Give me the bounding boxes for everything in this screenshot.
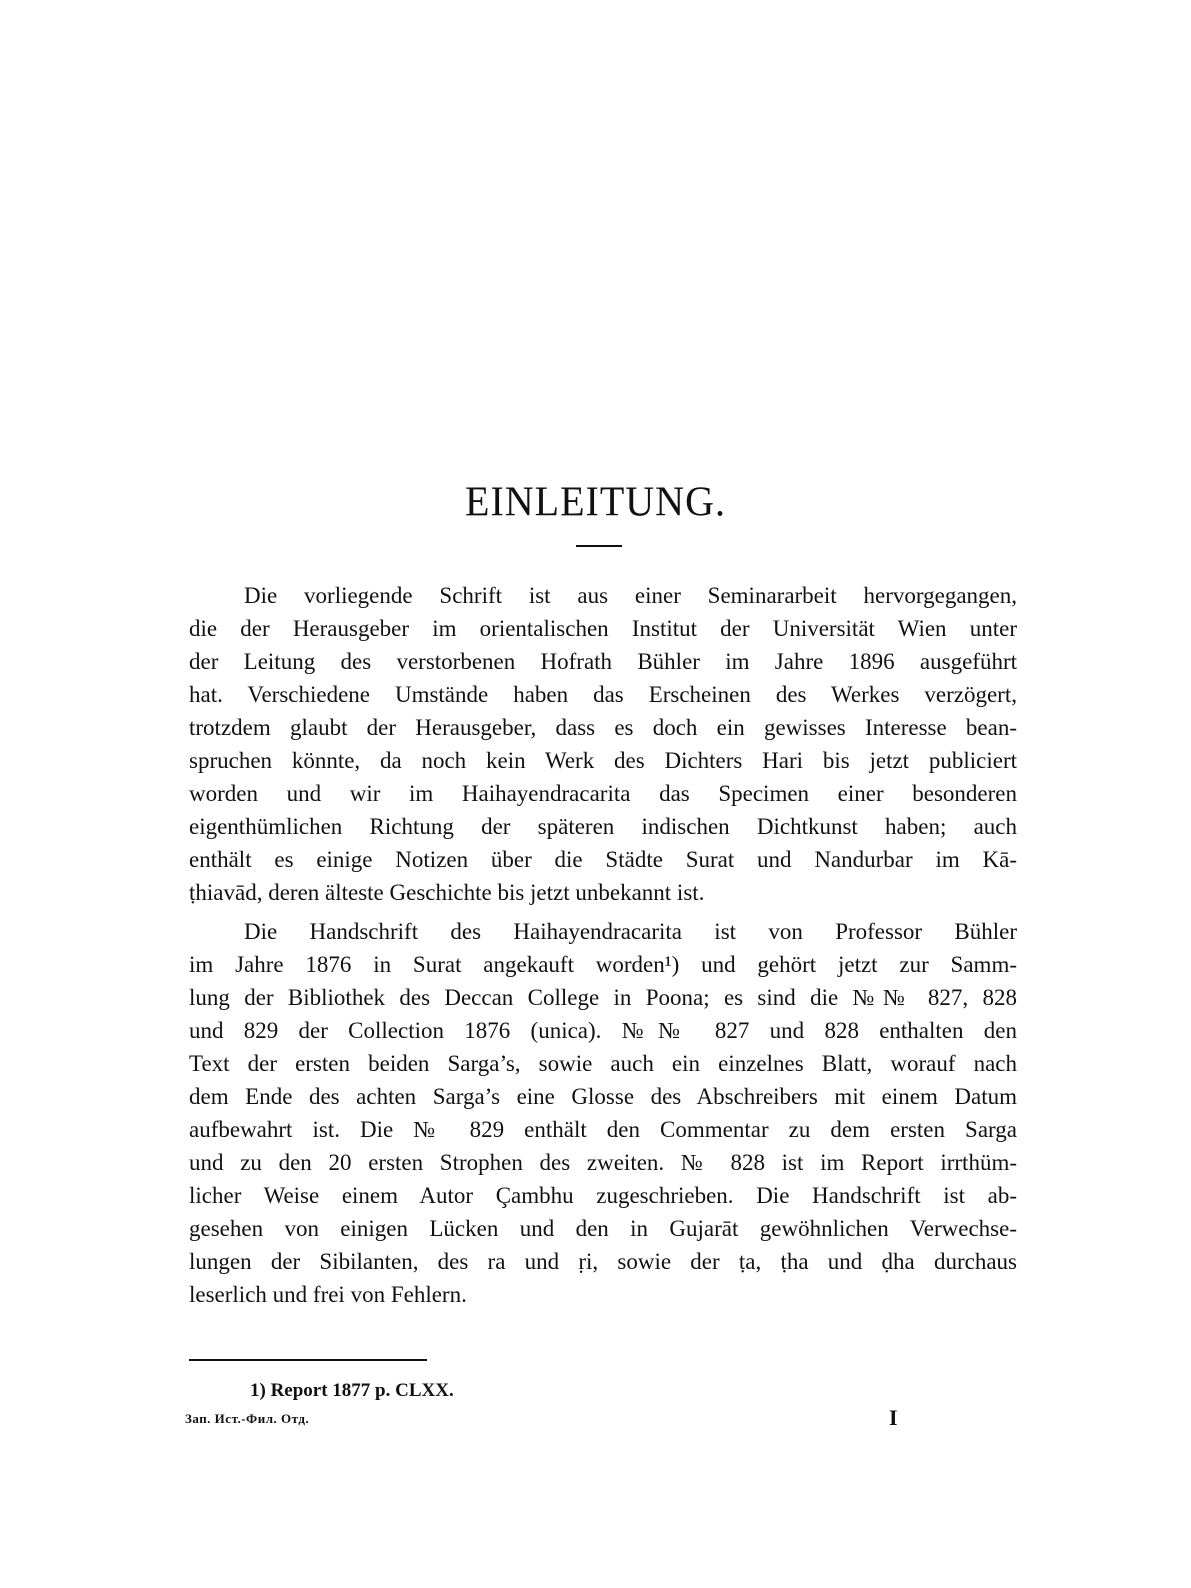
page-title: EINLEITUNG. — [465, 477, 726, 526]
text-line: lungen der Sibilanten, des ra und ṛi, sowie der ṭa, ṭha und ḍha durchaus — [189, 1249, 1017, 1274]
text-line: und zu den 20 ersten Strophen des zweiten. № 828 ist im Report irrthüm- — [189, 1150, 1017, 1175]
text-line: Text der ersten beiden Sarga’s, sowie auch ein einzelnes Blatt, worauf nach — [189, 1051, 1017, 1076]
text-line: der Leitung des verstorbenen Hofrath Bühler im Jahre 1896 ausgeführt — [189, 649, 1017, 674]
text-line: licher Weise einem Autor Çambhu zugeschrieben. Die Handschrift ist ab- — [189, 1183, 1017, 1208]
text-line: trotzdem glaubt der Herausgeber, dass es doch ein gewisses Interesse bean- — [189, 715, 1017, 740]
text-line: Die Handschrift des Haihayendracarita ist von Professor Bühler — [244, 919, 1017, 944]
text-line: aufbewahrt ist. Die № 829 enthält den Commentar zu dem ersten Sarga — [189, 1117, 1017, 1142]
footnote-divider — [189, 1359, 427, 1361]
text-line: hat. Verschiedene Umstände haben das Erscheinen des Werkes verzögert, — [189, 682, 1017, 707]
text-line: gesehen von einigen Lücken und den in Gujarāt gewöhnlichen Verwechse- — [189, 1216, 1017, 1241]
text-line: dem Ende des achten Sarga’s eine Glosse des Abschreibers mit einem Datum — [189, 1084, 1017, 1109]
text-line: im Jahre 1876 in Surat angekauft worden¹) und gehört jetzt zur Samm- — [189, 952, 1017, 977]
text-line: enthält es einige Notizen über die Städte Surat und Nandurbar im Kā- — [189, 847, 1017, 872]
text-line: lung der Bibliothek des Deccan College in Poona; es sind die №№ 827, 828 — [189, 985, 1017, 1010]
text-line: die der Herausgeber im orientalischen Institut der Universität Wien unter — [189, 616, 1017, 641]
signature-mark: Зап. Ист.-Фил. Отд. — [185, 1411, 310, 1426]
text-line: eigenthümlichen Richtung der späteren indischen Dichtkunst haben; auch — [189, 814, 1017, 839]
footnote: 1) Report 1877 p. CLXX. — [250, 1380, 454, 1401]
text-line: und 829 der Collection 1876 (unica). №№ 827 und 828 enthalten den — [189, 1018, 1017, 1043]
text-line: Die vorliegende Schrift ist aus einer Seminararbeit hervorgegangen, — [244, 583, 1017, 608]
text-line: worden und wir im Haihayendracarita das Specimen einer besonderen — [189, 781, 1017, 806]
text-line: ṭhiavād, deren älteste Geschichte bis jetzt unbekannt ist. — [189, 880, 705, 905]
text-line: leserlich und frei von Fehlern. — [189, 1282, 467, 1307]
title-divider — [576, 545, 622, 547]
page-number: I — [889, 1405, 898, 1430]
text-line: spruchen könnte, da noch kein Werk des Dichters Hari bis jetzt publiciert — [189, 748, 1017, 773]
